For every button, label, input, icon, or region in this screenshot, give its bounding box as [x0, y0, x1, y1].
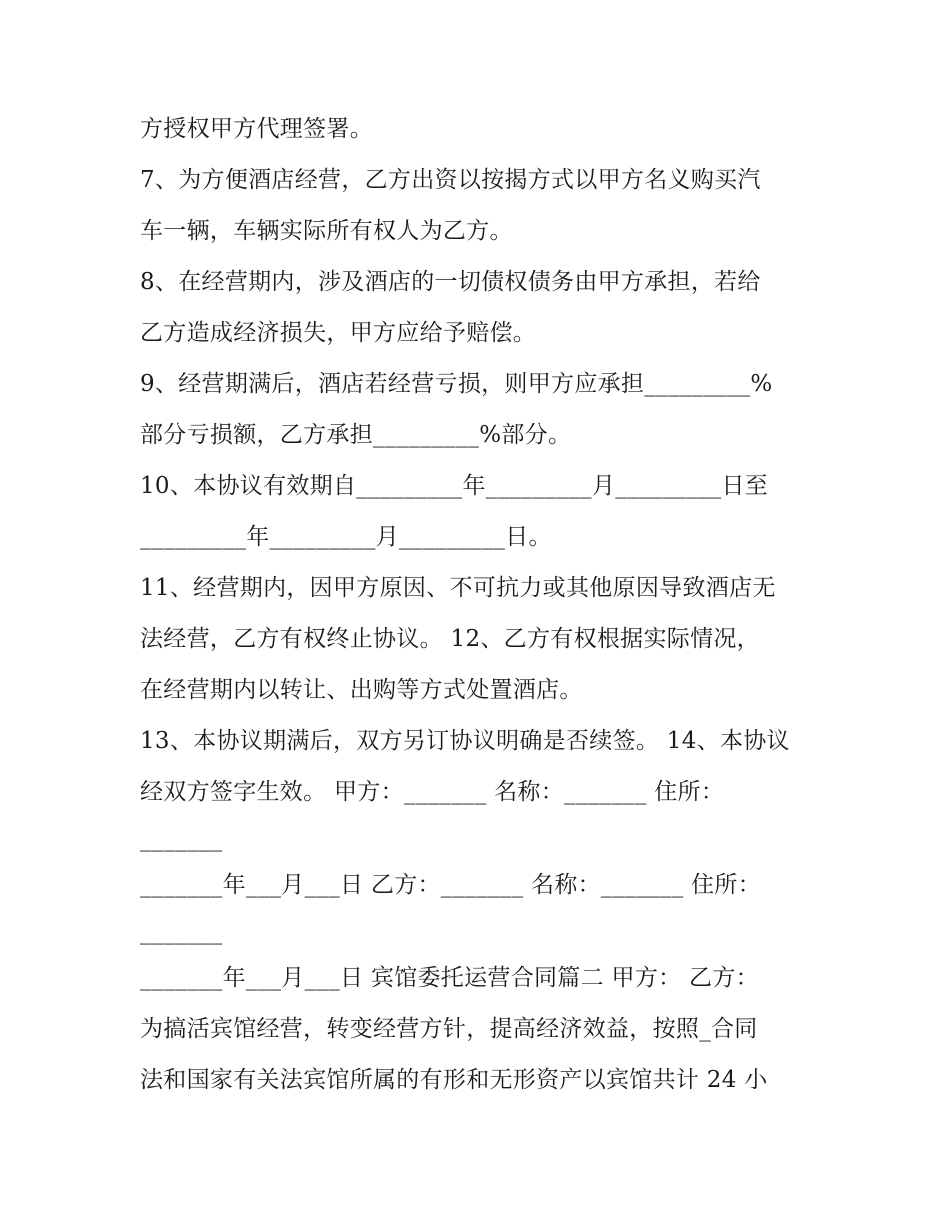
text-line: 13、本协议期满后，双方另订协议明确是否续签。 14、本协议 [140, 728, 790, 754]
text-line: 部分亏损额，乙方承担_________%部分。 [140, 422, 572, 448]
text-line: _________年_________月_________日。 [140, 524, 552, 550]
text-line: 9、经营期满后，酒店若经营亏损，则甲方应承担_________% [140, 371, 773, 397]
text-line: 法和国家有关法宾馆所属的有形和无形资产以宾馆共计 24 小 [140, 1067, 768, 1093]
text-line: 车一辆，车辆实际所有权人为乙方。 [140, 218, 513, 244]
text-line: 法经营，乙方有权终止协议。 12、乙方有权根据实际情况， [140, 626, 760, 652]
text-line: _______年___月___日 乙方：_______ 名称：_______ 住所： [140, 872, 762, 898]
text-line: _______年___月___日 宾馆委托运营合同篇二 甲方： 乙方： [140, 965, 759, 991]
text-line: 在经营期内以转让、出购等方式处置酒店。 [140, 677, 583, 703]
text-line: 乙方造成经济损失，甲方应给予赔偿。 [140, 320, 537, 346]
text-line: 7、为方便酒店经营，乙方出资以按揭方式以甲方名义购买汽 [140, 167, 761, 193]
text-line: 11、经营期内，因甲方原因、不可抗力或其他原因导致酒店无 [140, 575, 776, 601]
text-line: _______ [140, 826, 223, 852]
text-line: 方授权甲方代理签署。 [140, 116, 373, 142]
text-line: 10、本协议有效期自_________年_________月_________日至 [140, 473, 769, 499]
document-body [140, 104, 820, 1106]
text-line: _______ [140, 919, 223, 945]
text-line: 8、在经营期内，涉及酒店的一切债权债务由甲方承担，若给 [140, 269, 761, 295]
text-line: 经双方签字生效。 甲方：_______ 名称：_______ 住所： [140, 779, 725, 805]
text-line: 为搞活宾馆经营，转变经营方针，提高经济效益，按照_合同 [140, 1016, 758, 1042]
